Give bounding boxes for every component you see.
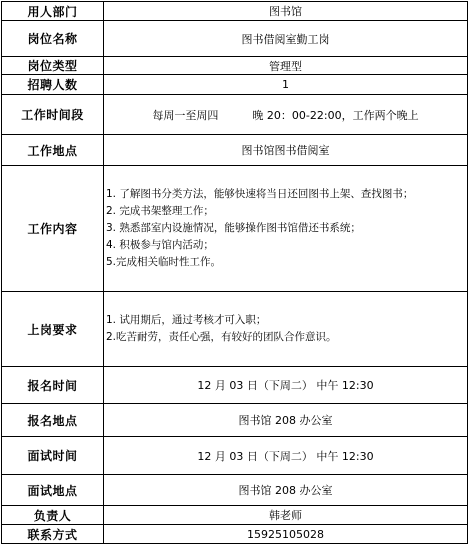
duty-item: 2. 完成书架整理工作； — [106, 205, 214, 217]
row-department — [2, 2, 468, 21]
interview-time-value: 12 月 03 日（下周二） 中午 12:30 — [104, 437, 468, 475]
work-days: 每周一至周四 — [152, 108, 219, 122]
row-position-type — [2, 57, 468, 75]
duty-item: 3. 熟悉部室内设施情况，能够操作图书馆借还书系统； — [106, 222, 361, 234]
duties-list — [104, 166, 468, 292]
headcount-label: 招聘人数 — [2, 75, 104, 95]
department-label: 用人部门 — [2, 2, 104, 21]
row-requirements — [2, 292, 468, 367]
headcount-value: 1 — [104, 75, 468, 95]
duties-label: 工作内容 — [2, 166, 104, 292]
row-headcount — [2, 75, 468, 95]
row-signup-place — [2, 404, 468, 437]
duty-item: 1. 了解图书分类方法，能够快速将当日还回图书上架、查找图书； — [106, 188, 414, 200]
row-work-place — [2, 135, 468, 166]
signup-place-value: 图书馆 208 办公室 — [104, 404, 468, 437]
work-time-label: 工作时间段 — [2, 95, 104, 135]
work-hours: 晚 20：00-22:00，工作两个晚上 — [252, 108, 419, 122]
row-duties — [2, 166, 468, 292]
position-label: 岗位名称 — [2, 21, 104, 57]
duty-item: 4. 积极参与馆内活动； — [106, 239, 214, 251]
row-position — [2, 21, 468, 57]
interview-place-label: 面试地点 — [2, 475, 104, 506]
row-contact — [2, 525, 468, 544]
signup-time-label: 报名时间 — [2, 367, 104, 404]
duty-item: 5.完成相关临时性工作。 — [106, 256, 222, 268]
work-time-value — [104, 95, 468, 135]
position-type-value: 管理型 — [104, 57, 468, 75]
work-place-value: 图书馆图书借阅室 — [104, 135, 468, 166]
work-place-label: 工作地点 — [2, 135, 104, 166]
contact-value: 15925105028 — [104, 525, 468, 544]
row-signup-time — [2, 367, 468, 404]
requirement-item: 2.吃苦耐劳，责任心强，有较好的团队合作意识。 — [106, 331, 337, 343]
contact-person-value: 韩老师 — [104, 506, 468, 525]
department-value: 图书馆 — [104, 2, 468, 21]
job-posting-table — [1, 1, 468, 544]
row-work-time — [2, 95, 468, 135]
interview-time-label: 面试时间 — [2, 437, 104, 475]
row-interview-time — [2, 437, 468, 475]
signup-time-value: 12 月 03 日（下周二） 中午 12:30 — [104, 367, 468, 404]
signup-place-label: 报名地点 — [2, 404, 104, 437]
row-contact-person — [2, 506, 468, 525]
contact-label: 联系方式 — [2, 525, 104, 544]
requirements-list — [104, 292, 468, 367]
position-type-label: 岗位类型 — [2, 57, 104, 75]
contact-person-label: 负责人 — [2, 506, 104, 525]
requirements-label: 上岗要求 — [2, 292, 104, 367]
position-value: 图书借阅室勤工岗 — [104, 21, 468, 57]
requirement-item: 1. 试用期后，通过考核才可入职； — [106, 314, 267, 326]
row-interview-place — [2, 475, 468, 506]
interview-place-value: 图书馆 208 办公室 — [104, 475, 468, 506]
